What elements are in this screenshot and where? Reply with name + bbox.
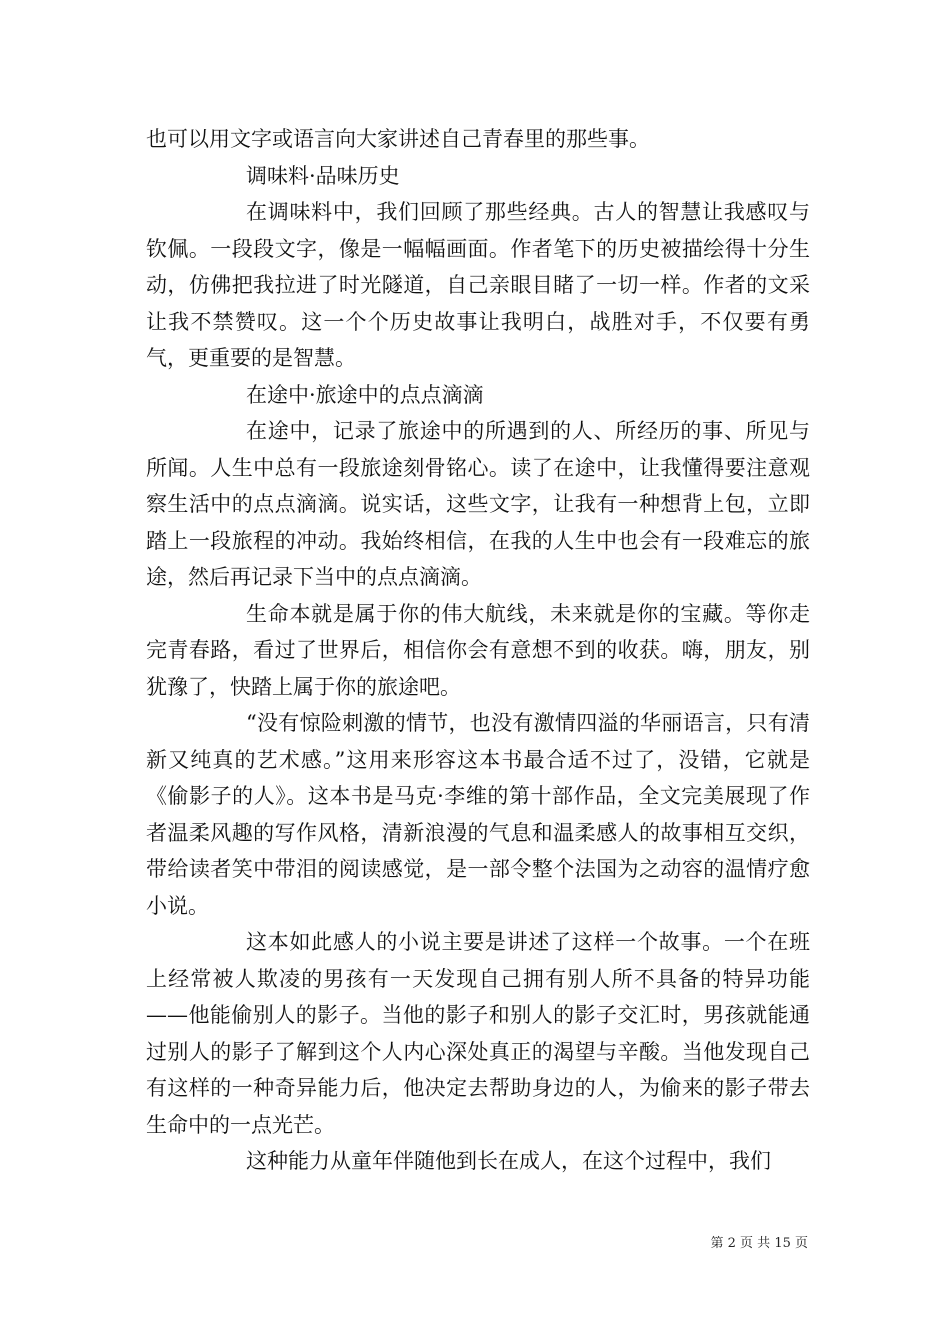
section-heading-journey: 在途中·旅途中的点点滴滴 [246, 382, 484, 407]
paragraph-book-intro: “没有惊险刺激的情节，也没有激情四溢的华丽语言，只有清新又纯真的艺术感。”这用来形容这本书最合适不过了，没错，它就是《偷影子的人》。这本书是马克·李维的第十部作品，全文完美展现了作者温柔风趣的写作风格，清新浪漫的气息和温柔感人的故事相互交织，带给读者笑中带泪的阅读感觉，是一部令整个法国为之动容的温情疗愈小说。 [146, 711, 810, 918]
paragraph-continued: 这种能力从童年伴随他到长在成人，在这个过程中，我们 [246, 1149, 771, 1173]
section-heading-seasoning: 调味料·品味历史 [246, 163, 400, 188]
paragraph-story-summary: 这本如此感人的小说主要是讲述了这样一个故事。一个在班上经常被人欺凌的男孩有一天发现自己拥有别人所不具备的特异功能——他能偷别人的影子。当他的影子和别人的影子交汇时，男孩就能通过别人的影子了解到这个人内心深处真正的渴望与辛酸。当他发现自己有这样的一种奇异能力后，他决定去帮助身边的人，为偷来的影子带去生命中的一点光芒。 [146, 930, 810, 1137]
paragraph-seasoning: 在调味料中，我们回顾了那些经典。古人的智慧让我感叹与钦佩。一段段文字，像是一幅幅画面。作者笔下的历史被描绘得十分生动，仿佛把我拉进了时光隧道，自己亲眼目睹了一切一样。作者的文采让我不禁赞叹。这一个个历史故事让我明白，战胜对手，不仅要有勇气，更重要的是智慧。 [146, 200, 810, 370]
paragraph-1: 也可以用文字或语言向大家讲述自己青春里的那些事。 [146, 127, 650, 151]
paragraph-journey: 在途中，记录了旅途中的所遇到的人、所经历的事、所见与所闻。人生中总有一段旅途刻骨铭心。读了在途中，让我懂得要注意观察生活中的点点滴滴。说实话，这些文字，让我有一种想背上包，立即踏上一段旅程的冲动。我始终相信，在我的人生中也会有一段难忘的旅途，然后再记录下当中的点点滴滴。 [146, 419, 810, 589]
body-text [146, 121, 810, 1180]
page-number-footer: 第 2 页 共 15 页 [710, 1236, 808, 1251]
paragraph-life-voyage: 生命本就是属于你的伟大航线，未来就是你的宝藏。等你走完青春路，看过了世界后，相信你会有意想不到的收获。嗨，朋友，别犹豫了，快踏上属于你的旅途吧。 [146, 601, 810, 699]
